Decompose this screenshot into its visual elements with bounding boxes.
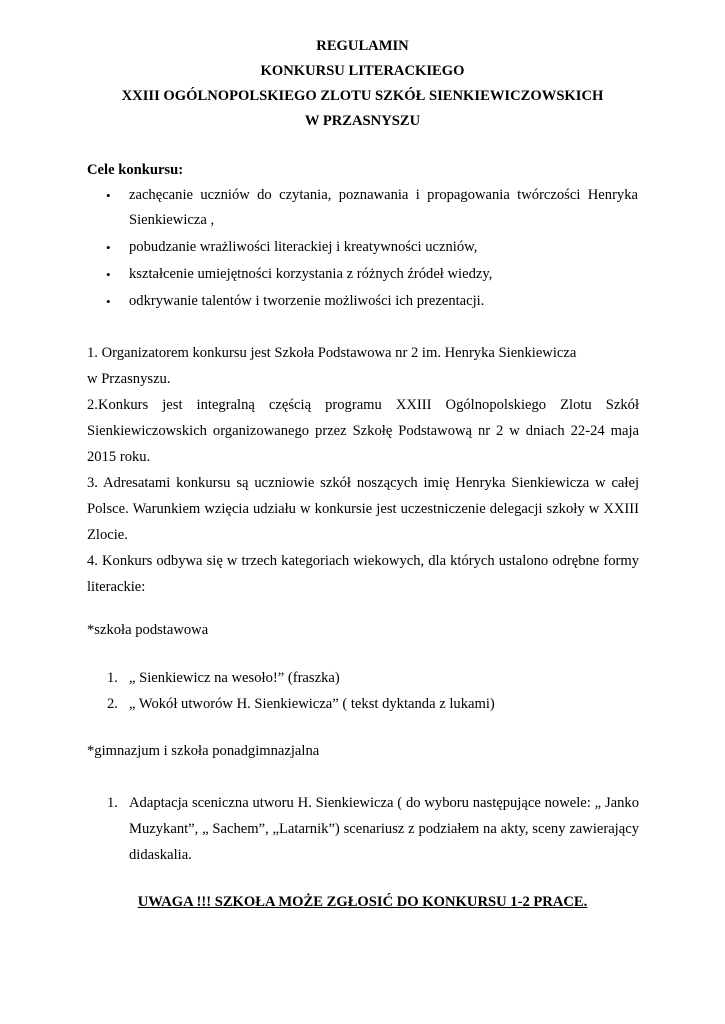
rule-4: 4. Konkurs odbywa się w trzech kategoriach wiekowych, dla których ustalono odrębne formy literackie: <box>87 553 639 595</box>
item-text: „ Wokół utworów H. Sienkiewicza” ( tekst dyktanda z lukami) <box>129 696 495 712</box>
rules-section <box>87 340 639 600</box>
document-title <box>0 34 725 134</box>
title-line-1: REGULAMIN <box>316 38 409 54</box>
goal-item: • zachęcanie uczniów do czytania, poznawania i propagowania twórczości Henryka Sienkiewicza , <box>87 183 638 233</box>
item-number: 1. <box>107 670 118 686</box>
category-secondary-label: *gimnazjum i szkoła ponadgimnazjalna <box>87 743 320 759</box>
title-line-3: XXIII OGÓLNOPOLSKIEGO ZLOTU SZKÓŁ SIENKIEWICZOWSKICH <box>121 88 604 104</box>
rule-3: 3. Adresatami konkursu są uczniowie szkół noszących imię Henryka Sienkiewicza w całej Polsce. Warunkiem wzięcia udziału w konkursie jest uczestniczenie delegacji szkoły w XXIII Zlocie. <box>87 475 639 543</box>
rule-1-line-2: w Przasnyszu. <box>87 371 171 387</box>
goals-heading: Cele konkursu: <box>87 162 184 178</box>
item-number: 1. <box>107 795 118 811</box>
item-number: 2. <box>107 696 118 712</box>
goals-list <box>87 183 638 316</box>
goal-item: • kształcenie umiejętności korzystania z różnych źródeł wiedzy, <box>87 262 638 287</box>
item-text: „ Sienkiewicz na wesoło!” (fraszka) <box>129 670 340 686</box>
notice-warning: UWAGA !!! SZKOŁA MOŻE ZGŁOSIĆ DO KONKURSU 1-2 PRACE. <box>137 894 588 910</box>
primary-form-item <box>87 691 639 717</box>
category-primary-label: *szkoła podstawowa <box>87 622 209 638</box>
primary-form-item <box>87 665 639 691</box>
goal-item: • odkrywanie talentów i tworzenie możliwości ich prezentacji. <box>87 289 638 314</box>
goal-item: • pobudzanie wrażliwości literackiej i kreatywności uczniów, <box>87 235 638 260</box>
secondary-forms-list <box>87 790 639 868</box>
title-line-4: W PRZASNYSZU <box>304 113 421 129</box>
rule-2: 2.Konkurs jest integralną częścią programu XXIII Ogólnopolskiego Zlotu Szkół Sienkiewiczowskich organizowanego przez Szkołę Podstawową nr 2 w dniach 22-24 maja 2015 roku. <box>87 397 639 465</box>
primary-forms-list <box>87 665 639 717</box>
secondary-form-item <box>87 790 639 868</box>
rule-1-line-1: 1. Organizatorem konkursu jest Szkoła Podstawowa nr 2 im. Henryka Sienkiewicza <box>87 345 577 361</box>
title-line-2: KONKURSU LITERACKIEGO <box>260 63 465 79</box>
item-text: Adaptacja sceniczna utworu H. Sienkiewicza ( do wyboru następujące nowele: „ Janko Muzykant”, „ Sachem”, „Latarnik”) scenariusz z podziałem na akty, sceny zawierający didaskalia. <box>129 795 639 863</box>
